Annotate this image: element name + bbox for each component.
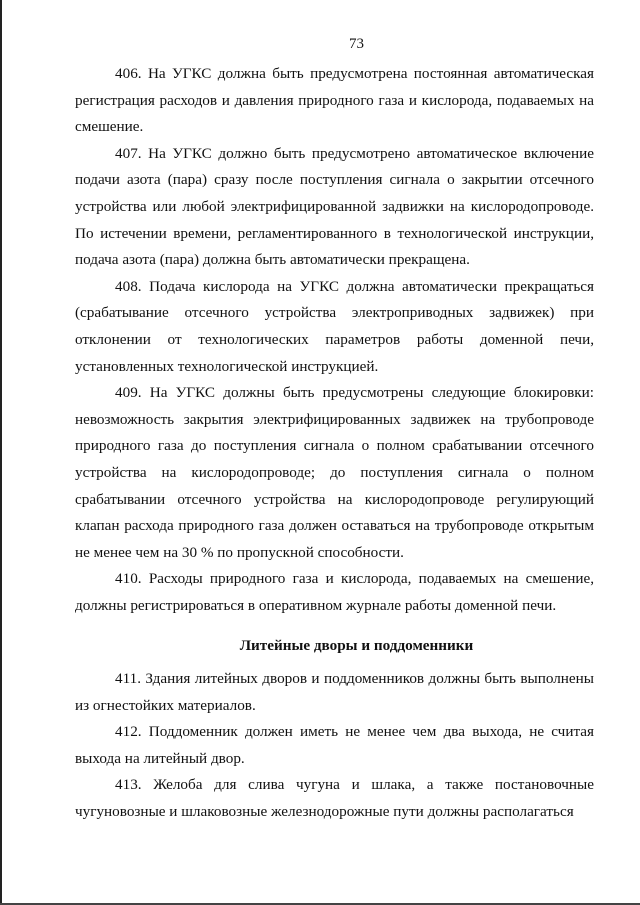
page-number: 73 xyxy=(349,36,364,52)
paragraph-407: 407. На УГКС должно быть предусмотрено автоматическое включение подачи азота (пара) сразу после поступления сигнала о закрытии отсечного устройства или любой электрифицированной задвижки на кислородопроводе. По истечении времени, регламентированного в технологической инструкции, подача азота (пара) должна быть автоматически прекращена. xyxy=(75,144,594,269)
paragraph-412: 412. Поддоменник должен иметь не менее чем два выхода, не считая выхода на литейный двор. xyxy=(75,723,594,767)
paragraph-413: 413. Желоба для слива чугуна и шлака, а также постановочные чугуновозные и шлаковозные железнодорожные пути должны располагаться xyxy=(75,776,594,821)
page-left-edge xyxy=(0,0,2,905)
paragraph-409: 409. На УГКС должны быть предусмотрены следующие блокировки: невозможность закрытия электрифицированных задвижек на трубопроводе природного газа до поступления сигнала о полном срабатывании отсечного устройства на кислородопроводе; до поступления сигнала о полном срабатывании отсечного устройства на кислородопроводе регулирующий клапан расхода природного газа должен оставаться на трубопроводе открытым не менее чем на 30 % по пропускной способности. xyxy=(75,384,594,561)
paragraph-411: 411. Здания литейных дворов и поддоменников должны быть выполнены из огнестойких материалов. xyxy=(75,670,594,714)
paragraph-408: 408. Подача кислорода на УГКС должна автоматически прекращаться (срабатывание отсечного устройства электроприводных задвижек) при отклонении от технологических параметров работы доменной печи, установленных технологической инструкцией. xyxy=(75,277,594,375)
paragraph-406: 406. На УГКС должна быть предусмотрена постоянная автоматическая регистрация расходов и давления природного газа и кислорода, подаваемых на смешение. xyxy=(75,65,594,136)
paragraph-410: 410. Расходы природного газа и кислорода, подаваемых на смешение, должны регистрироваться в оперативном журнале работы доменной печи. xyxy=(75,570,594,614)
section-heading: Литейные дворы и поддоменники xyxy=(239,637,474,655)
